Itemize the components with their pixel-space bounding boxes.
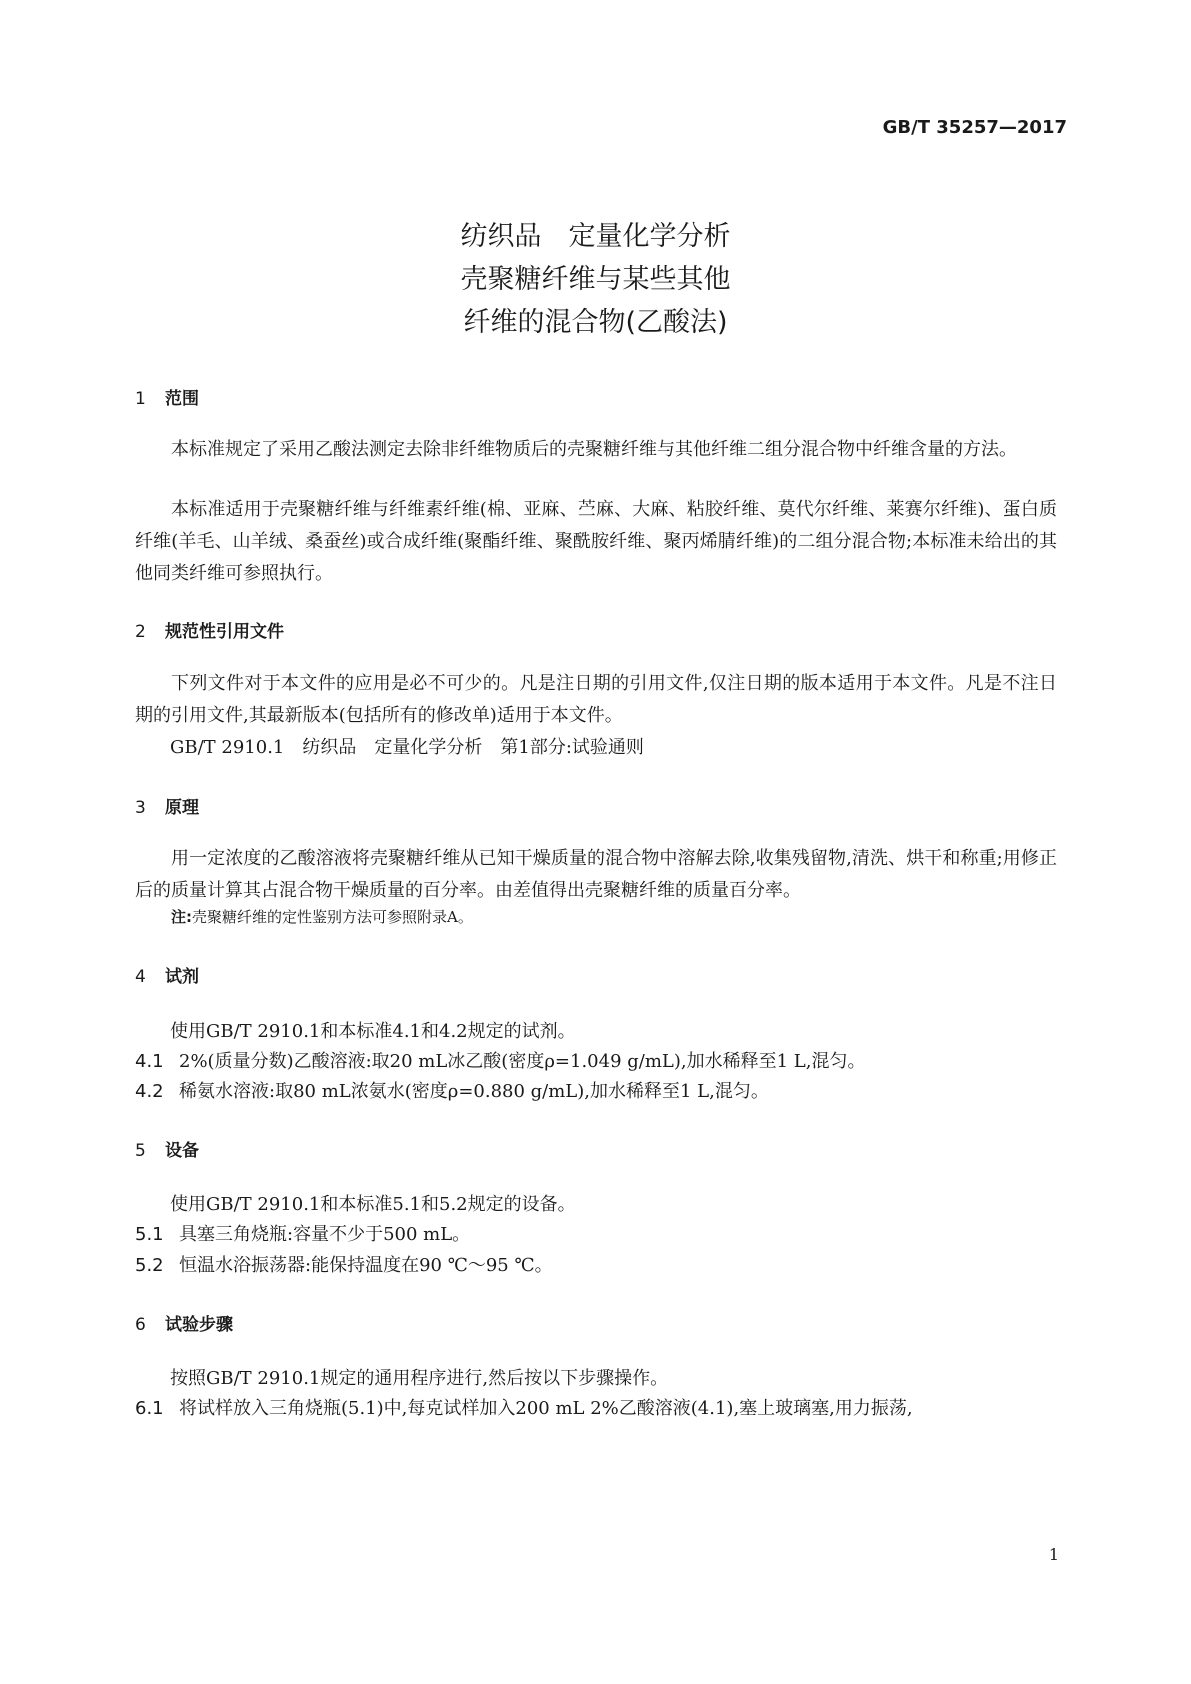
title-line-1: 纺织品 定量化学分析 xyxy=(460,221,731,252)
item-6-1 xyxy=(135,1394,913,1420)
item-number: 4.1 xyxy=(135,1051,164,1072)
section-number: 5 xyxy=(135,1141,146,1161)
item-number: 5.1 xyxy=(135,1224,164,1245)
section-2-heading xyxy=(135,617,284,642)
section-1-heading xyxy=(135,384,199,409)
note xyxy=(171,906,473,927)
section-title: 原理 xyxy=(165,798,199,818)
section-number: 4 xyxy=(135,967,146,987)
section-number: 3 xyxy=(135,798,146,818)
section-number: 1 xyxy=(135,389,146,409)
section-3-heading xyxy=(135,793,199,818)
section-title: 试验步骤 xyxy=(165,1315,233,1335)
item-number: 6.1 xyxy=(135,1398,164,1419)
section-6-intro: 按照GB/T 2910.1规定的通用程序进行,然后按以下步骤操作。 xyxy=(170,1368,669,1389)
item-text: 稀氨水溶液:取80 mL浓氨水(密度ρ=0.880 g/mL),加水稀释至1 L,混匀。 xyxy=(179,1081,769,1102)
item-number: 4.2 xyxy=(135,1081,164,1102)
section-4-intro: 使用GB/T 2910.1和本标准4.1和4.2规定的试剂。 xyxy=(170,1021,576,1042)
item-4-1 xyxy=(135,1047,865,1073)
page-number: 1 xyxy=(1048,1545,1059,1564)
section-title: 设备 xyxy=(165,1141,199,1161)
section-title: 范围 xyxy=(165,389,199,409)
item-text: 具塞三角烧瓶:容量不少于500 mL。 xyxy=(179,1224,471,1245)
item-text: 将试样放入三角烧瓶(5.1)中,每克试样加入200 mL 2%乙酸溶液(4.1),塞上玻璃塞,用力振荡, xyxy=(179,1398,913,1419)
item-5-1 xyxy=(135,1220,470,1246)
item-text: 2%(质量分数)乙酸溶液:取20 mL冰乙酸(密度ρ=1.049 g/mL),加水稀释至1 L,混匀。 xyxy=(179,1051,866,1072)
section-5-heading xyxy=(135,1136,199,1161)
item-number: 5.2 xyxy=(135,1255,164,1276)
section-4-heading xyxy=(135,962,199,987)
section-number: 2 xyxy=(135,622,146,642)
normative-reference: GB/T 2910.1 纺织品 定量化学分析 第1部分:试验通则 xyxy=(170,737,644,758)
title-line-3: 纤维的混合物(乙酸法) xyxy=(463,307,728,338)
title-line-2: 壳聚糖纤维与某些其他 xyxy=(460,264,731,295)
section-1-paragraph-1: 本标准规定了采用乙酸法测定去除非纤维物质后的壳聚糖纤维与其他纤维二组分混合物中纤维含量的方法。 xyxy=(171,439,1017,460)
item-4-2 xyxy=(135,1077,769,1103)
section-title: 试剂 xyxy=(165,967,199,987)
section-number: 6 xyxy=(135,1315,146,1335)
item-5-2 xyxy=(135,1251,553,1277)
section-5-intro: 使用GB/T 2910.1和本标准5.1和5.2规定的设备。 xyxy=(170,1194,576,1215)
standard-number: GB/T 35257—2017 xyxy=(882,117,1067,138)
note-text: 壳聚糖纤维的定性鉴别方法可参照附录A。 xyxy=(192,908,473,926)
section-title: 规范性引用文件 xyxy=(165,622,284,642)
section-3-paragraph-1: 用一定浓度的乙酸溶液将壳聚糖纤维从已知干燥质量的混合物中溶解去除,收集残留物,清洗、烘干和称重;用修正后的质量计算其占混合物干燥质量的百分率。由差值得出壳聚糖纤维的质量百分率。 xyxy=(135,848,1057,901)
note-label: 注: xyxy=(171,908,192,926)
section-2-paragraph-1: 下列文件对于本文件的应用是必不可少的。凡是注日期的引用文件,仅注日期的版本适用于本文件。凡是不注日期的引用文件,其最新版本(包括所有的修改单)适用于本文件。 xyxy=(135,673,1057,726)
section-1-paragraph-2: 本标准适用于壳聚糖纤维与纤维素纤维(棉、亚麻、苎麻、大麻、粘胶纤维、莫代尔纤维、莱赛尔纤维)、蛋白质纤维(羊毛、山羊绒、桑蚕丝)或合成纤维(聚酯纤维、聚酰胺纤维、聚丙烯腈纤维)的二组分混合物;本标准未给出的其他同类纤维可参照执行。 xyxy=(135,499,1057,584)
section-6-heading xyxy=(135,1310,233,1335)
item-text: 恒温水浴振荡器:能保持温度在90 ℃～95 ℃。 xyxy=(179,1255,553,1276)
